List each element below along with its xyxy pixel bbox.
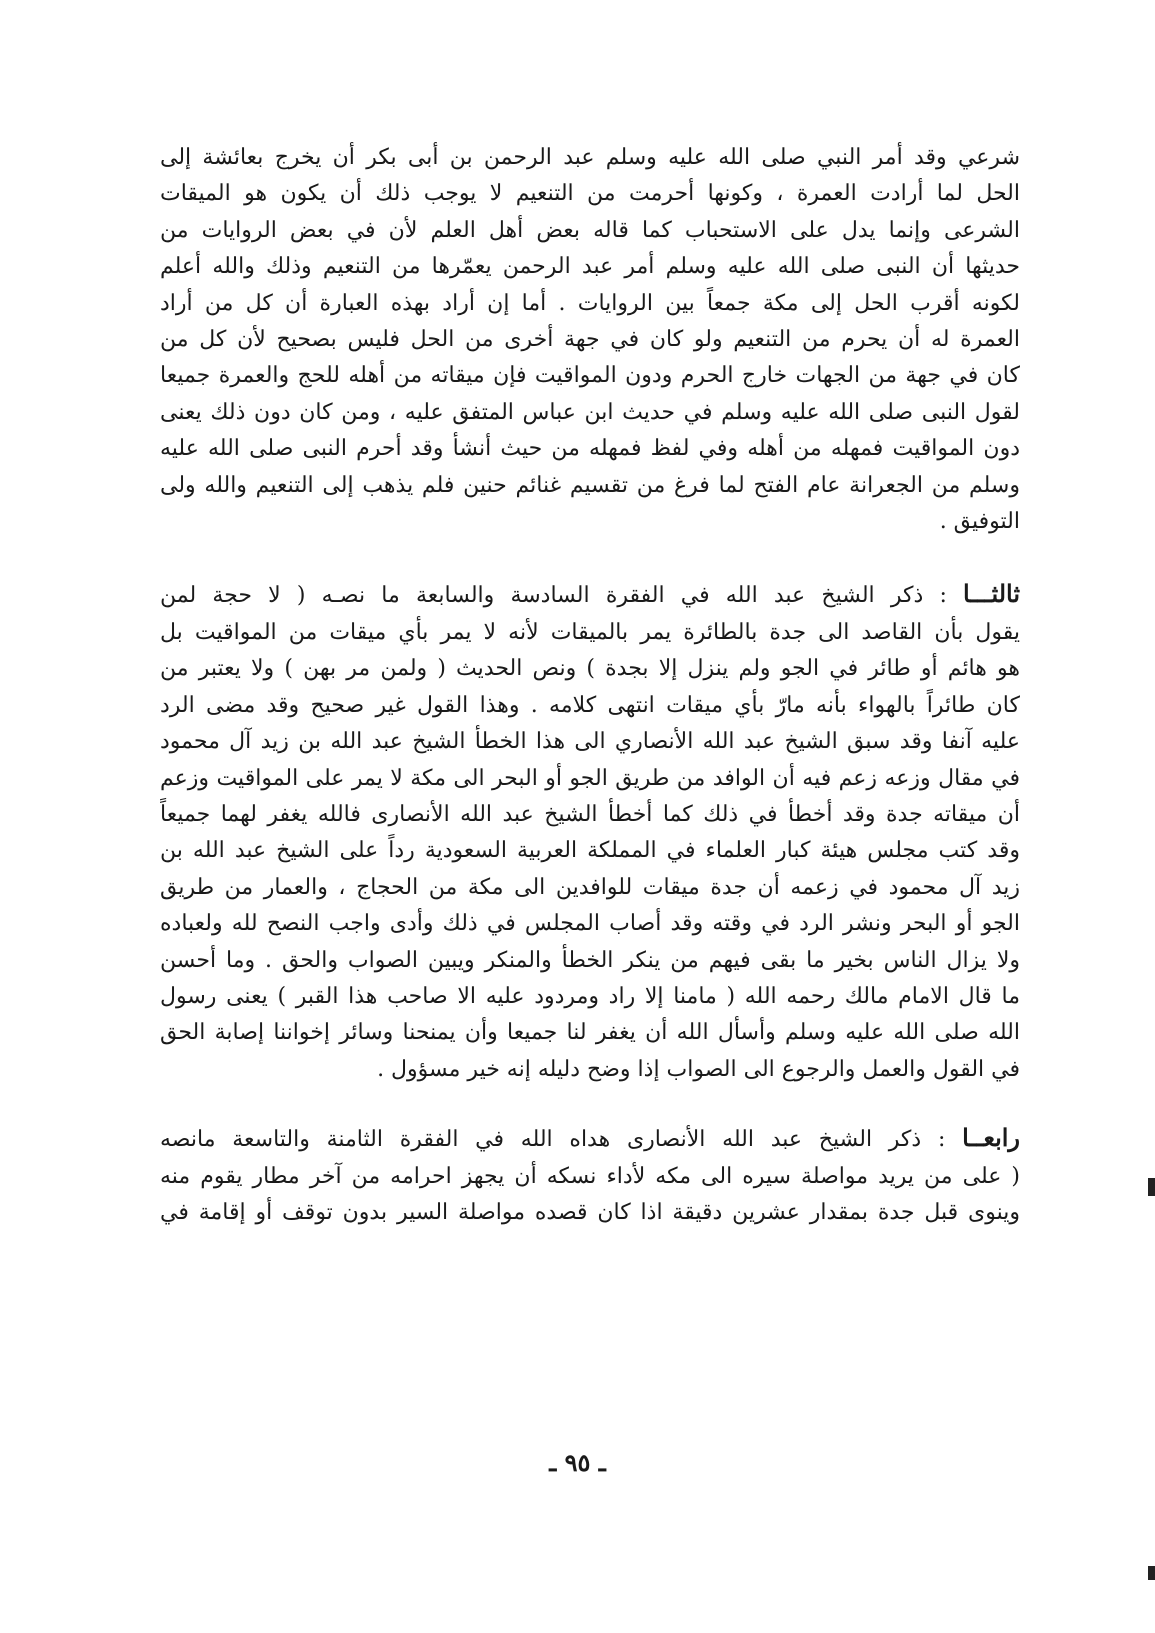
- text-line: الحل لما أرادت العمرة ، وكونها أحرمت من التنعيم لا يوجب ذلك أن يكون هو الميقات: [160, 181, 1020, 207]
- scan-edge-mark: [1148, 1566, 1155, 1580]
- text-line: التوفيق .: [939, 509, 1020, 535]
- text-line: لكونه أقرب الحل إلى مكة جمعاً بين الروايات . أما إن أراد بهذه العبارة أن كل من أراد: [160, 290, 1020, 316]
- text-line: وقد كتب مجلس هيئة كبار العلماء في المملكة العربية السعودية رداً على الشيخ عبد الله بن: [160, 838, 1020, 864]
- page-number: ـ ٩٥ ـ: [549, 1448, 606, 1477]
- text-line: ما قال الامام مالك رحمه الله ( مامنا إلا راد ومردود عليه الا صاحب هذا القبر ) يعنى رسول: [160, 983, 1020, 1009]
- paragraph-3: [160, 1120, 1020, 1231]
- text-line: الله صلى الله عليه وسلم وأسأل الله أن يغفر لنا جميعا وأن يمنحنا وسائر إخواننا إصابة الحق: [160, 1020, 1020, 1046]
- section-lead-fourth: رابعــا: [962, 1123, 1020, 1153]
- text-line: ولا يزال الناس بخير ما بقى فيهم من ينكر الخطأ والمنكر ويبين الصواب والحق . وما أحسن: [160, 947, 1020, 973]
- text-line: حديثها أن النبى صلى الله عليه وسلم أمر عبد الرحمن يعمّرها من التنعيم وذلك والله أعلم: [160, 254, 1020, 280]
- section-lead-third: ثالثـــا: [963, 579, 1020, 609]
- text-line: [160, 576, 1020, 614]
- page-body: [160, 140, 1020, 1231]
- paragraph-1: [160, 140, 1020, 540]
- text-line: الجو أو البحر ونشر الرد في وقته وقد أصاب المجلس في ذلك وأدى واجب النصح لله ولعباده: [160, 911, 1020, 937]
- text-line-continuation: : ذكر الشيخ عبد الله الأنصارى هداه الله في الفقرة الثامنة والتاسعة مانصه: [160, 1127, 963, 1153]
- text-line: [160, 1120, 1020, 1158]
- text-line: ( على من يريد مواصلة سيره الى مكه لأداء نسكه أن يجهز احرامه من آخر مطار يقوم منه: [160, 1163, 1020, 1189]
- text-line: في مقال وزعه زعم فيه أن الوافد من طريق الجو أو البحر الى مكة لا يمر على المواقيت وزعم: [160, 765, 1020, 791]
- scan-edge-mark: [1148, 1178, 1155, 1196]
- text-line: الشرعى وإنما يدل على الاستحباب كما قاله بعض أهل العلم لأن في بعض الروايات من: [160, 217, 1020, 243]
- text-line: لقول النبى صلى الله عليه وسلم في حديث ابن عباس المتفق عليه ، ومن كان دون ذلك يعنى: [160, 399, 1020, 425]
- text-line: وسلم من الجعرانة عام الفتح لما فرغ من تقسيم غنائم حنين فلم يذهب إلى التنعيم والله ولى: [160, 472, 1020, 498]
- text-line: عليه آنفا وقد سبق الشيخ عبد الله الأنصاري الى هذا الخطأ الشيخ عبد الله بن زيد آل محمود: [160, 729, 1020, 755]
- text-line: زيد آل محمود في زعمه أن جدة ميقات للوافدين الى مكة من الحجاج ، والعمار من طريق: [160, 874, 1020, 900]
- text-line: يقول بأن القاصد الى جدة بالطائرة يمر بالميقات لأنه لا يمر بأي ميقات من المواقيت بل: [160, 619, 1020, 645]
- text-line: كان طائراً بالهواء بأنه مارّ بأي ميقات انتهى كلامه . وهذا القول غير صحيح وقد مضى الرد: [160, 692, 1020, 718]
- text-line: أن ميقاته جدة وقد أخطأ في ذلك كما أخطأ الشيخ عبد الله الأنصارى فالله يغفر لهما جميعاً: [160, 801, 1020, 827]
- text-line-continuation: : ذكر الشيخ عبد الله في الفقرة السادسة والسابعة ما نصـه ( لا حجة لمن: [160, 583, 964, 609]
- text-line: دون المواقيت فمهله من أهله وفي لفظ فمهله من حيث أنشأ وقد أحرم النبى صلى الله عليه: [160, 436, 1020, 462]
- text-line: في القول والعمل والرجوع الى الصواب إذا وضح دليله إنه خير مسؤول .: [377, 1056, 1020, 1082]
- text-line: شرعي وقد أمر النبي صلى الله عليه وسلم عبد الرحمن بن أبى بكر أن يخرج بعائشة إلى: [160, 145, 1020, 170]
- text-line: العمرة له أن يحرم من التنعيم ولو كان في جهة أخرى من الحل فليس بصحيح لأن كل من: [160, 327, 1020, 353]
- text-line: كان في جهة من الجهات خارج الحرم ودون المواقيت فإن ميقاته من أهله للحج والعمرة جميعا: [160, 363, 1020, 389]
- text-line: وينوى قبل جدة بمقدار عشرين دقيقة اذا كان قصده مواصلة السير بدون توقف أو إقامة في: [160, 1199, 1020, 1225]
- paragraph-2: [160, 576, 1020, 1088]
- text-line: هو هائم أو طائر في الجو ولم ينزل إلا بجدة ) ونص الحديث ( ولمن مر بهن ) ولا يعتبر من: [160, 656, 1020, 682]
